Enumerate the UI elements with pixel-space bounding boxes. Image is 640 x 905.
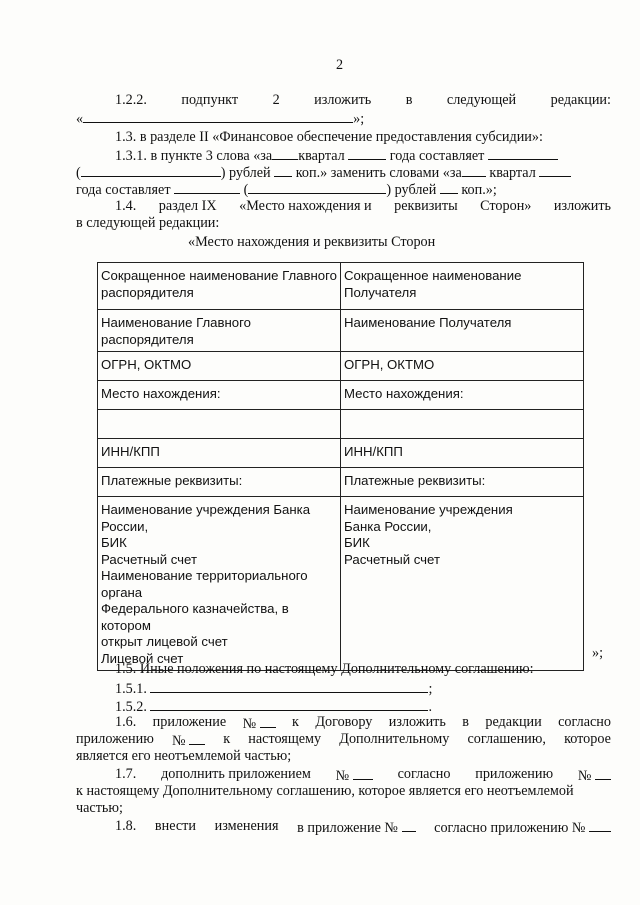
punct: .: [428, 699, 433, 715]
cell-recipient: [341, 381, 584, 410]
word: в: [405, 92, 413, 108]
paragraph-1-3-1-line1: 1.3.1. в пункте 3 слова «за квартал года составляет: [115, 146, 558, 165]
table-row: [98, 497, 584, 671]
cell-text: Наименование учреждения: [344, 502, 513, 517]
page-number: 2: [336, 57, 344, 73]
word: приложение: [152, 714, 227, 730]
cell-text: Место нахождения:: [101, 386, 221, 401]
blank-line: [189, 731, 205, 745]
clause-number: 1.7.: [115, 766, 137, 782]
word: приложению: [475, 766, 554, 782]
word: в приложение №: [297, 820, 398, 836]
word: настоящему: [248, 731, 322, 747]
blank-line: [462, 163, 486, 177]
cell-text: ОГРН, ОКТМО: [344, 357, 435, 372]
blank-line: [150, 679, 428, 693]
cell-text: БИК: [344, 535, 370, 550]
cell-text: Получателя: [344, 284, 417, 300]
requisites-table: [97, 262, 584, 671]
cell-text: Лицевой счет: [101, 650, 184, 666]
cell-text: ИНН/КПП: [101, 444, 160, 459]
paragraph-1-8: [115, 818, 611, 837]
clause-number: 1.6.: [115, 714, 137, 730]
word: дополнить приложением: [161, 766, 311, 782]
cell-recipient: [341, 439, 584, 468]
word: «Место нахождения и: [239, 198, 372, 214]
cell-text: ОГРН, ОКТМО: [101, 357, 192, 372]
paragraph-1-2-2-line2: [76, 109, 364, 128]
clause-number: 1.4.: [115, 198, 137, 214]
word: Сторон»: [480, 198, 532, 214]
word: которое: [564, 731, 611, 747]
cell-recipient: [341, 310, 584, 352]
cell-text: Наименование Главного распорядителя: [101, 315, 251, 347]
word: изменения: [214, 818, 279, 834]
text: ) рублей: [220, 165, 271, 181]
word: Договору: [315, 714, 373, 730]
blank-line: [539, 163, 571, 177]
text: коп.» заменить словами «за: [295, 165, 462, 181]
paragraph-1-6-line3: является его неотъемлемой частью;: [76, 748, 292, 764]
paragraph-1-7-line3: частью;: [76, 800, 123, 816]
paragraph-1-3-1-line3: [76, 180, 497, 199]
cell-text: Сокращенное наименование Главного: [101, 268, 337, 283]
table-close-quote: »;: [592, 645, 604, 661]
blank-line: [260, 714, 276, 728]
text: квартал: [489, 165, 536, 181]
cell-text: России,: [101, 518, 149, 534]
cell-main-distributor: [98, 263, 341, 310]
cell-recipient: [341, 497, 584, 671]
text: (: [76, 165, 81, 181]
text: года составляет: [76, 182, 171, 198]
text: (: [243, 182, 249, 198]
word: раздел IX: [158, 198, 217, 214]
cell-text: Федерального казначейства, в котором: [101, 601, 289, 633]
cell-main-distributor: [98, 381, 341, 410]
blank-line: [402, 818, 416, 832]
clause-number: 1.5.2.: [115, 699, 147, 715]
cell-text: Наименование территориального органа: [101, 568, 308, 600]
clause-number: 1.8.: [115, 818, 137, 834]
word: соглашению,: [467, 731, 546, 747]
blank-line: [248, 180, 386, 194]
paragraph-1-4-line2: в следующей редакции:: [76, 215, 220, 231]
cell-text: Платежные реквизиты:: [101, 473, 243, 488]
cell-recipient: [341, 410, 584, 439]
table-row: [98, 381, 584, 410]
word: изложить: [388, 714, 446, 730]
word: реквизиты: [394, 198, 458, 214]
word: следующей: [446, 92, 517, 108]
cell-text: Платежные реквизиты:: [344, 473, 486, 488]
cell-recipient: [341, 352, 584, 381]
blank-line: [589, 818, 611, 832]
cell-text: Расчетный счет: [101, 551, 197, 567]
cell-text: распорядителя: [101, 284, 194, 300]
cell-main-distributor: [98, 497, 341, 671]
cell-text: БИК: [101, 535, 127, 550]
blank-line: [274, 163, 292, 177]
clause-number: 1.5.1.: [115, 681, 147, 697]
cell-text: Наименование учреждения Банка: [101, 502, 311, 517]
paragraph-1-7-line2: к настоящему Дополнительному соглашению, которое является его неотъемлемой: [76, 783, 574, 799]
blank-line: [595, 766, 611, 780]
cell-text: Сокращенное наименование: [344, 268, 522, 283]
word: согласно: [558, 714, 611, 730]
cell-recipient: [341, 263, 584, 310]
cell-text: открыт лицевой счет: [101, 634, 228, 649]
blank-line: [83, 109, 353, 123]
cell-main-distributor: [98, 310, 341, 352]
cell-text: Банка России,: [344, 518, 432, 534]
word: №: [242, 716, 257, 732]
word: изложить: [553, 198, 611, 214]
blank-line: [488, 146, 558, 160]
close-quote: »;: [353, 111, 365, 127]
cell-text: Место нахождения:: [344, 386, 464, 401]
text: ) рублей: [386, 182, 437, 198]
blank-line: [348, 146, 386, 160]
word: в: [462, 714, 469, 730]
word: подпункт: [181, 92, 239, 108]
word: 2: [272, 92, 280, 108]
table-row: [98, 310, 584, 352]
cell-main-distributor: [98, 352, 341, 381]
cell-text: Наименование Получателя: [344, 315, 512, 330]
blank-line: [353, 766, 373, 780]
word: редакции:: [550, 92, 611, 108]
open-quote: «: [76, 111, 84, 127]
word: №: [577, 768, 592, 784]
cell-main-distributor: [98, 410, 341, 439]
word: согласно приложению №: [434, 820, 586, 836]
number-blank: [578, 766, 611, 785]
table-row: [98, 410, 584, 439]
blank-line: [150, 697, 428, 711]
blank-line: [174, 180, 240, 194]
word: согласно: [397, 766, 451, 782]
word: к: [292, 714, 299, 730]
cell-main-distributor: [98, 468, 341, 497]
paragraph-1-5-1: [115, 679, 432, 698]
clause-number: 1.2.2.: [115, 92, 147, 108]
blank-line: [440, 180, 458, 194]
word: №: [171, 733, 186, 749]
paragraph-1-4: [115, 198, 611, 215]
number-blank: [297, 818, 415, 837]
word: редакции: [485, 714, 542, 730]
text: коп.»;: [461, 182, 497, 198]
cell-text: ИНН/КПП: [344, 444, 403, 459]
cell-text: Расчетный счет: [344, 551, 440, 567]
word: приложению: [76, 731, 154, 747]
text: 1.3.1. в пункте 3 слова «за: [115, 148, 273, 164]
word: к: [223, 731, 231, 747]
word: Дополнительному: [339, 731, 450, 747]
paragraph-1-2-2: [115, 92, 611, 109]
table-row: [98, 468, 584, 497]
table-row: [98, 263, 584, 310]
paragraph-1-5: 1.5. Иные положения по настоящему Дополнительному соглашению:: [115, 661, 534, 677]
table-title: «Место нахождения и реквизиты Сторон: [188, 234, 436, 250]
cell-recipient: [341, 468, 584, 497]
text: года составляет: [389, 148, 485, 164]
table-row: [98, 352, 584, 381]
table-row: [98, 439, 584, 468]
blank-line: [81, 163, 221, 177]
word: №: [335, 768, 350, 784]
blank-line: [272, 146, 298, 160]
word: внести: [154, 818, 196, 834]
number-blank: [434, 818, 611, 837]
cell-main-distributor: [98, 439, 341, 468]
paragraph-1-3: 1.3. в разделе II «Финансовое обеспечение предоставления субсидии»:: [115, 129, 543, 145]
word: изложить: [314, 92, 372, 108]
punct: ;: [428, 681, 433, 697]
